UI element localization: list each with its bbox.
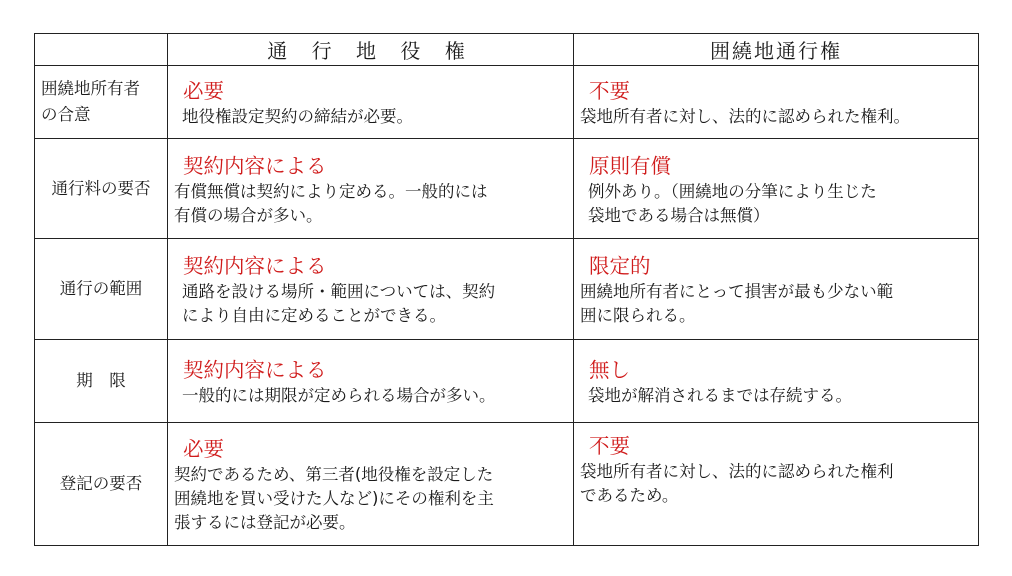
cell-text-line: 袋地が解消されるまでは存続する。 [588, 386, 852, 405]
servitude-cell [168, 66, 574, 139]
status-tag: 不要 [589, 79, 630, 103]
row-label [35, 139, 168, 239]
cell-text-line: 囲繞地所有者にとって損害が最も少ない範 [580, 282, 894, 301]
status-tag: 限定的 [589, 254, 651, 278]
cell-text-line: 一般的には期限が定められる場合が多い。 [182, 386, 496, 405]
servitude-cell [168, 139, 574, 239]
cell-text-line: 有償無償は契約により定める。一般的には [174, 181, 488, 201]
table-row [35, 66, 979, 139]
row-label-line: 登記の要否 [59, 474, 143, 493]
cell-text-line: 袋地である場合は無償） [588, 205, 770, 225]
cell-text-line: 契約であるため、第三者(地役権を設定した [174, 465, 494, 484]
row-label-line: 期 限 [76, 371, 126, 390]
cell-text-line: 張するには登記が必要。 [174, 513, 356, 532]
cell-text-line: 袋地所有者に対し、法的に認められた権利。 [580, 107, 910, 126]
table-row [35, 239, 979, 340]
cell-text-line: 通路を設ける場所・範囲については、契約 [182, 282, 496, 301]
cell-text-line: 有償の場合が多い。 [174, 205, 323, 225]
surrounding-cell [574, 239, 979, 340]
surrounding-cell [574, 139, 979, 239]
surrounding-cell [574, 423, 979, 546]
cell-text-line: 地役権設定契約の締結が必要。 [182, 107, 413, 126]
status-tag: 必要 [183, 437, 224, 461]
status-tag: 契約内容による [183, 358, 327, 382]
header-corner [35, 34, 168, 66]
row-label-line: 通行の範囲 [59, 279, 143, 298]
table-row [35, 423, 979, 546]
header-servitude: 通 行 地 役 権 [168, 34, 574, 66]
status-tag: 必要 [183, 79, 224, 103]
cell-text-line: 囲繞地を買い受けた人など)にその権利を主 [174, 489, 494, 508]
row-label [35, 340, 168, 423]
servitude-cell [168, 423, 574, 546]
row-label [35, 239, 168, 340]
status-tag: 原則有償 [589, 153, 671, 178]
status-tag: 無し [589, 358, 630, 382]
header-surrounding: 囲繞地通行権 [574, 34, 979, 66]
cell-text-line: 囲に限られる。 [580, 306, 696, 325]
cell-text-line: により自由に定めることができる。 [182, 306, 446, 325]
surrounding-cell [574, 66, 979, 139]
table-row [35, 340, 979, 423]
row-label-line: の合意 [41, 105, 91, 124]
row-label-line: 囲繞地所有者 [41, 79, 140, 98]
status-tag: 不要 [589, 434, 630, 458]
table-row [35, 139, 979, 239]
row-label-line: 通行料の要否 [51, 178, 151, 198]
servitude-cell [168, 340, 574, 423]
status-tag: 契約内容による [183, 254, 327, 278]
servitude-cell [168, 239, 574, 340]
cell-text-line: であるため。 [580, 486, 679, 505]
comparison-table [34, 33, 979, 546]
cell-text-line: 袋地所有者に対し、法的に認められた権利 [580, 462, 894, 481]
cell-text-line: 例外あり。（囲繞地の分筆により生じた [588, 181, 877, 201]
row-label [35, 66, 168, 139]
row-label [35, 423, 168, 546]
header-row [35, 34, 979, 66]
surrounding-cell [574, 340, 979, 423]
status-tag: 契約内容による [183, 153, 327, 178]
